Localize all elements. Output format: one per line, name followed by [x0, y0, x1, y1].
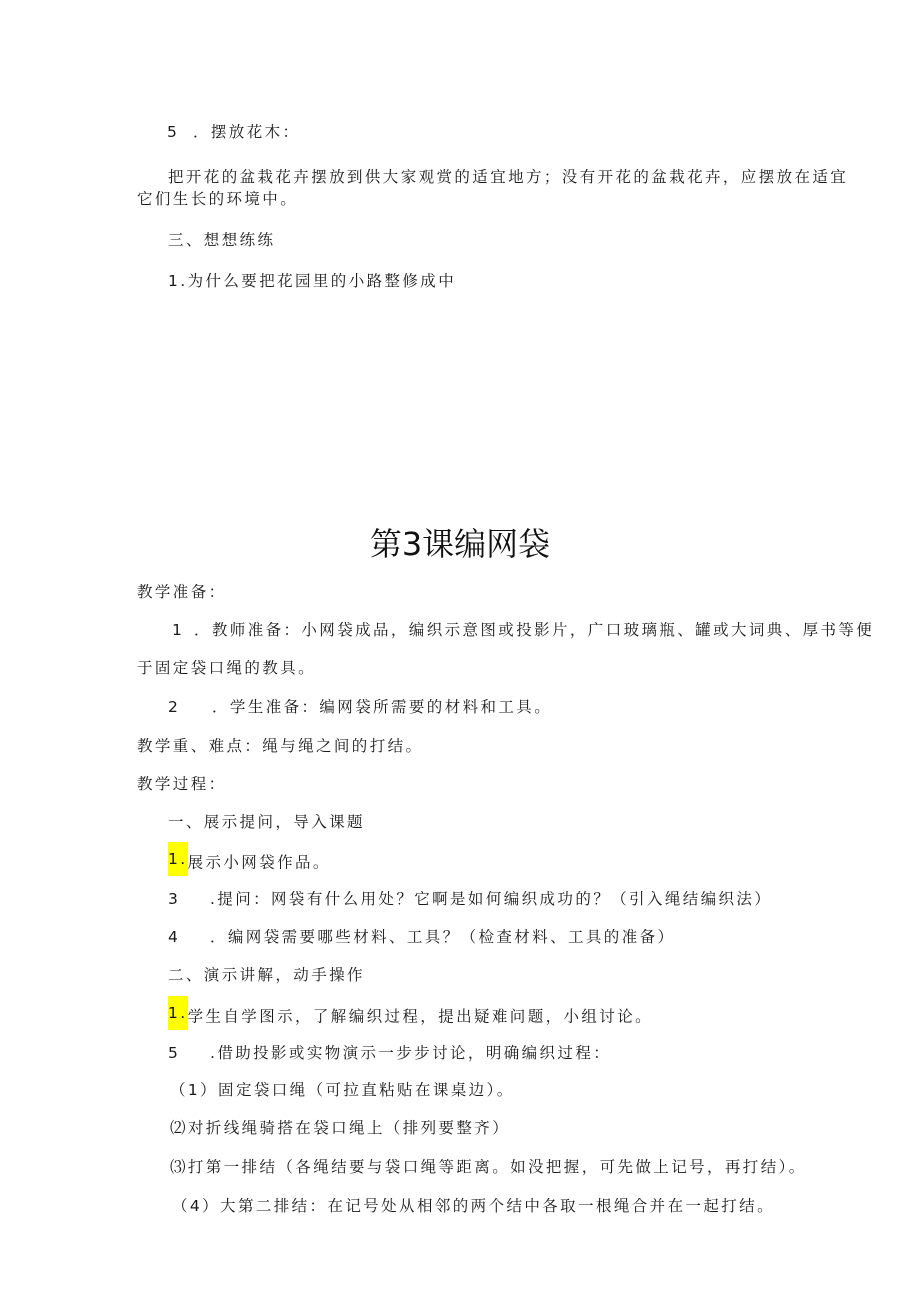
item-text: ．编网袋需要哪些材料、工具？（检查材料、工具的准备）: [210, 928, 676, 946]
item-number: 3: [168, 890, 181, 908]
item-text: ．摆放花木：: [193, 123, 301, 141]
item-text: ．学生准备：编网袋所需要的材料和工具。: [212, 698, 553, 716]
item-text: 展示小网袋作品。: [187, 853, 331, 872]
step-2-item-5: [168, 1043, 611, 1063]
item-number: 4: [168, 928, 181, 946]
section-heading-3: 三、想想练练: [168, 231, 276, 249]
sub-step-3: ⑶打第一排结（各绳结要与袋口绳等距离。如没把握，可先做上记号，再打结）。: [170, 1158, 807, 1176]
paragraph-line-2: 它们生长的环境中。: [137, 190, 299, 208]
step-1-item-3: [168, 889, 772, 909]
item-5-line: [167, 122, 300, 142]
item-text: ．教师准备：小网袋成品，编织示意图或投影片，广口玻璃瓶、罐或大词典、厚书等便: [194, 621, 875, 639]
prep-item-2: [168, 697, 552, 717]
item-number: 5: [167, 123, 180, 141]
item-number: 2: [168, 698, 181, 716]
item-number: 1: [172, 621, 185, 639]
key-points: 教学重、难点：绳与绳之间的打结。: [137, 737, 424, 755]
highlighted-number: 1.: [168, 842, 188, 876]
step-1-heading: 一、展示提问，导入课题: [168, 813, 365, 831]
prep-heading: 教学准备：: [137, 583, 227, 601]
sub-step-4: （4）大第二排结：在记号处从相邻的两个结中各取一根绳合并在一起打结。: [172, 1197, 775, 1215]
item-text: 学生自学图示，了解编织过程，提出疑难问题，小组讨论。: [187, 1007, 653, 1026]
process-heading: 教学过程：: [137, 775, 227, 793]
sub-step-1: （1）固定袋口绳（可拉直粘贴在课桌边）。: [170, 1081, 515, 1099]
item-text: .提问：网袋有什么用处？它啊是如何编织成功的？（引入绳结编织法）: [210, 890, 773, 908]
item-number: 5: [168, 1044, 181, 1062]
question-1: 1.为什么要把花园里的小路整修成中: [168, 272, 457, 290]
highlighted-number: 1.: [168, 996, 188, 1030]
step-1-item-1: [168, 850, 331, 876]
item-text: .借助投影或实物演示一步步讨论，明确编织过程：: [210, 1044, 612, 1062]
step-2-item-1: [168, 1004, 653, 1030]
prep-item-1-line-1: [172, 620, 874, 640]
lesson-title: 第3课编网袋: [369, 525, 551, 563]
sub-step-2: ⑵对折线绳骑搭在袋口绳上（排列要整齐）: [170, 1119, 511, 1137]
step-2-heading: 二、演示讲解，动手操作: [168, 966, 365, 984]
step-1-item-4: [168, 927, 675, 947]
paragraph-line-1: 把开花的盆栽花卉摆放到供大家观赏的适宜地方；没有开花的盆栽花卉，应摆放在适宜: [168, 168, 849, 186]
prep-item-1-line-2: 于固定袋口绳的教具。: [137, 659, 317, 677]
